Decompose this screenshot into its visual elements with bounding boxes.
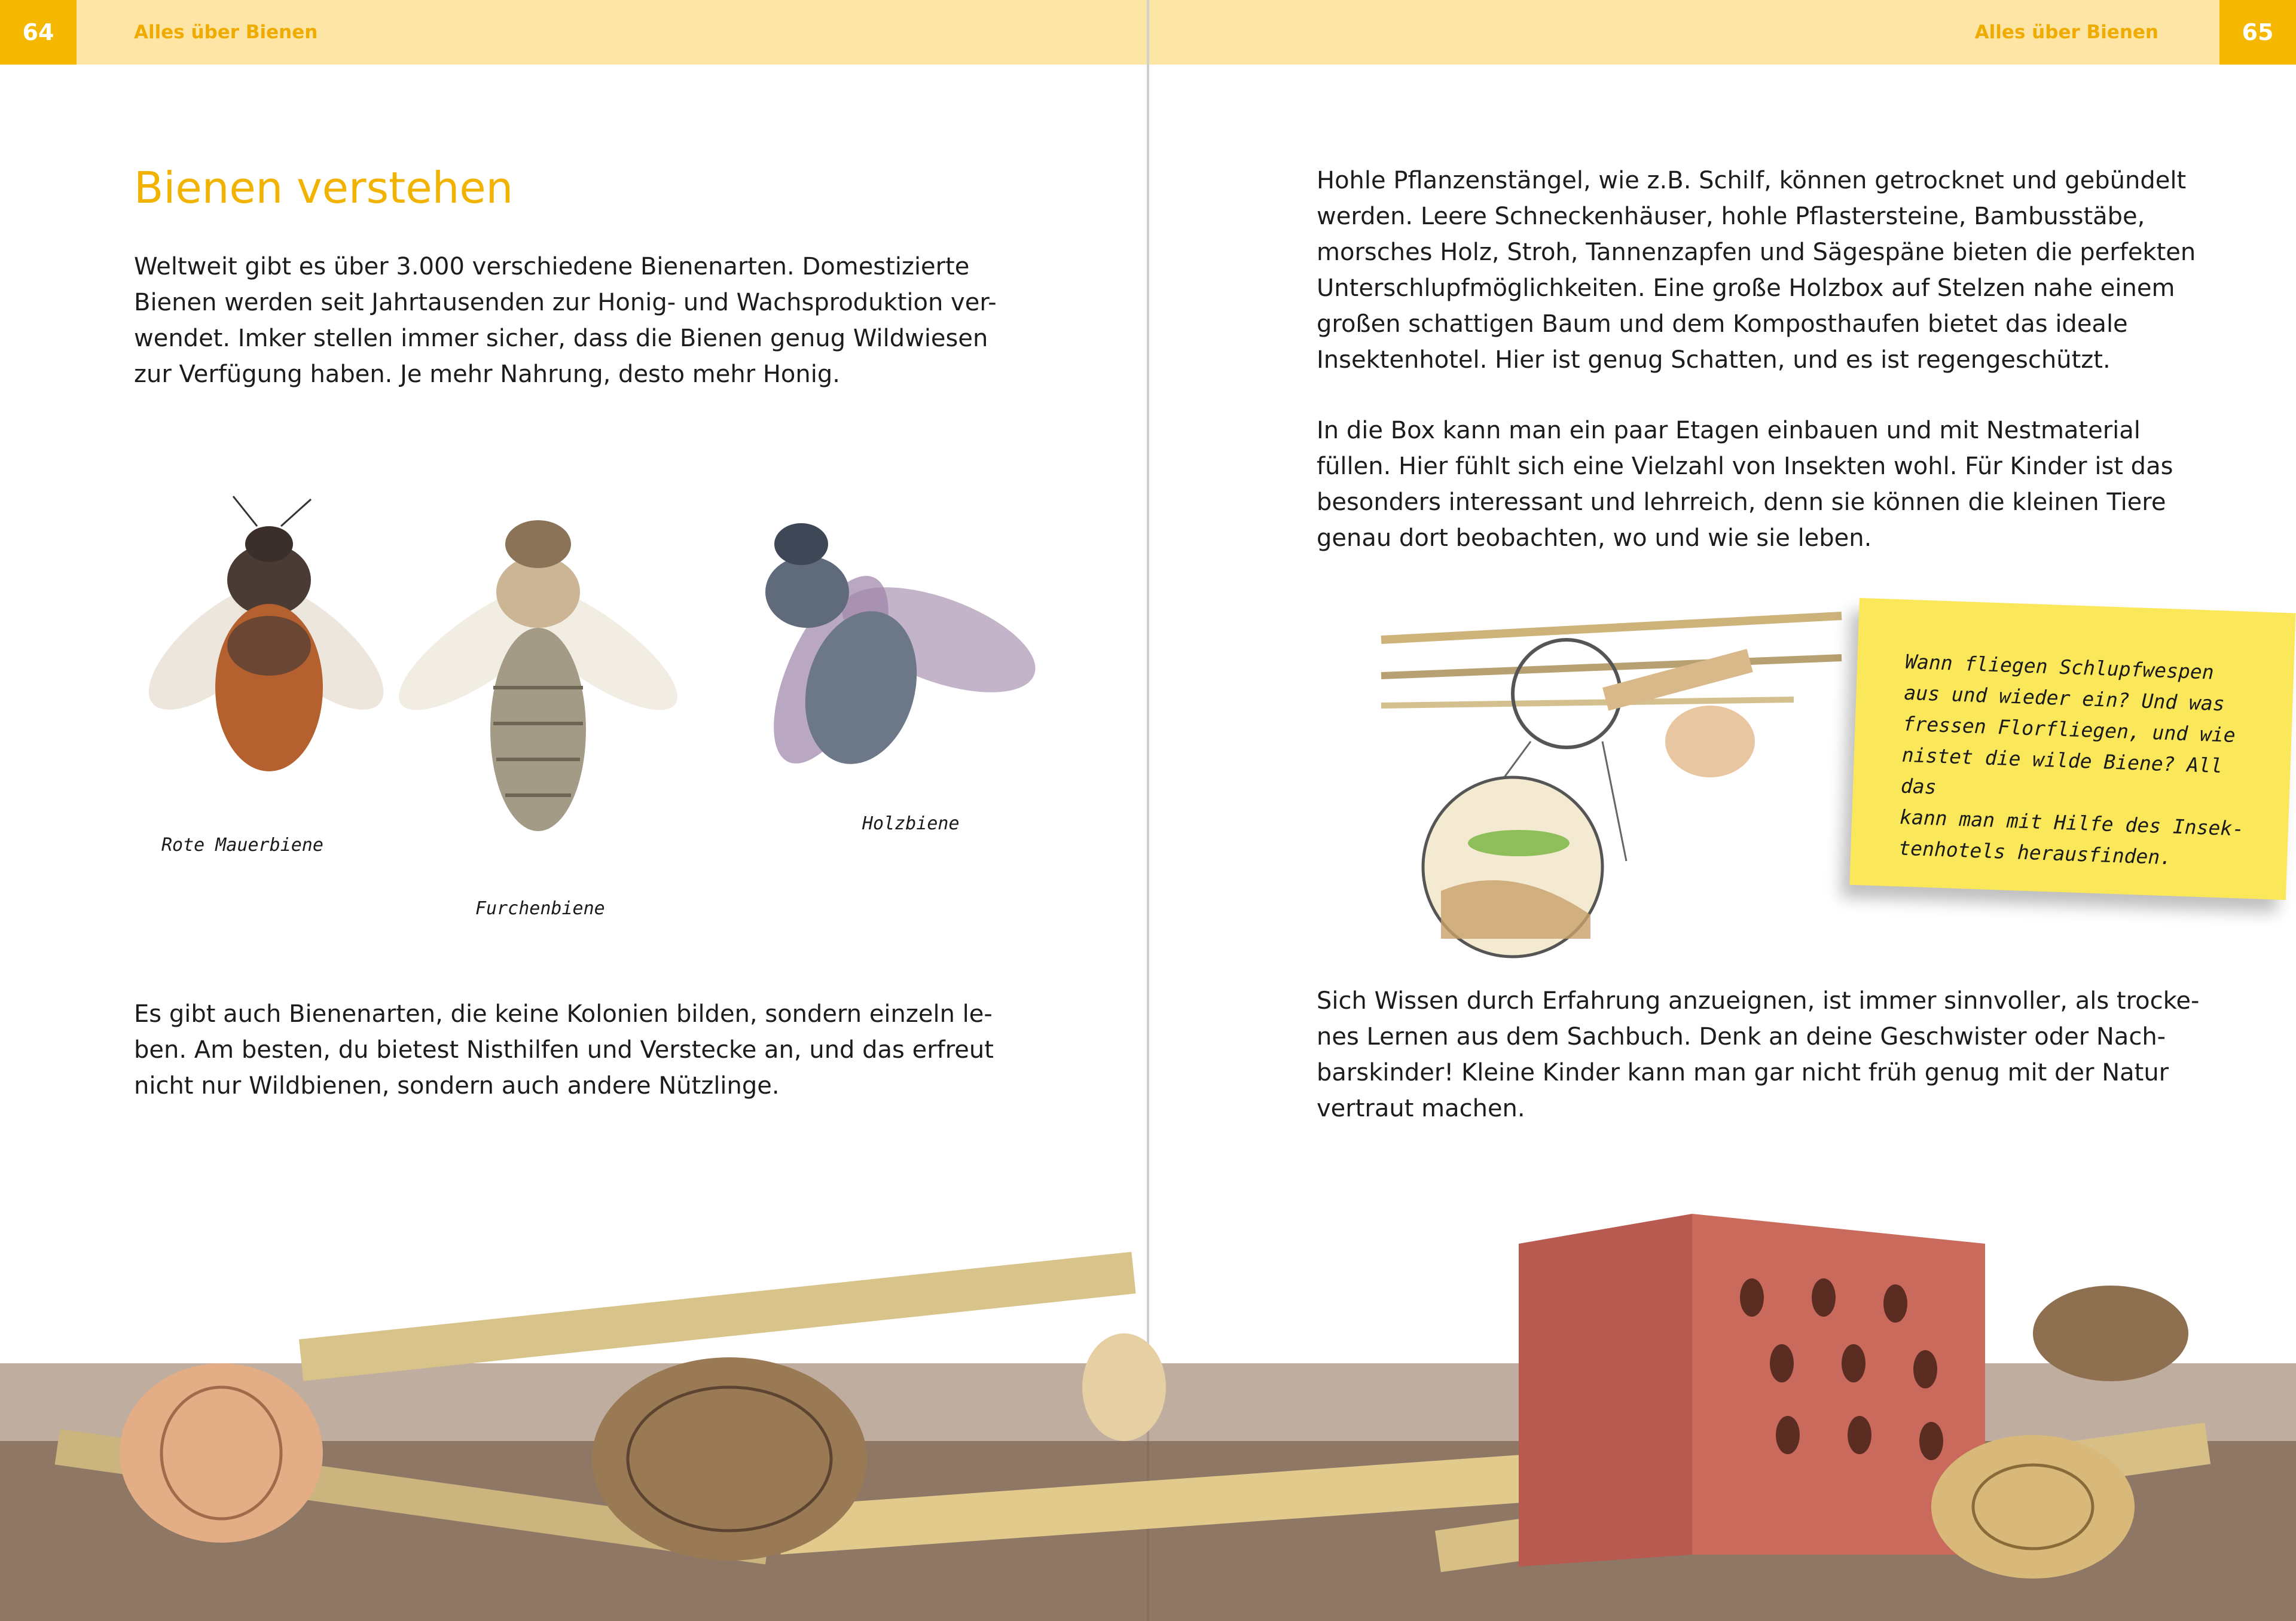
right-paragraph-3: Sich Wissen durch Erfahrung anzueignen, ist immer sinnvoller, als trocke- nes Lernen aus dem Sachbuch. Denk an deine Geschwister oder Nach- barskinder! Kleine Kinder kann man gar nicht früh genug mit der Natur vertraut machen. <box>1317 987 2200 1122</box>
red-mason-bee-drawing <box>130 496 403 771</box>
page-number-right: 65 <box>2219 0 2296 65</box>
page-title: Bienen verstehen <box>134 163 514 213</box>
second-paragraph: Es gibt auch Bienenarten, die keine Kolonien bilden, sondern einzeln le- ben. Am besten, du bietest Nisthilfen und Verstecke an, und das erfreut nicht nur Wildbienen, sondern auch andere Nützlinge. <box>134 1000 994 1100</box>
nesting-materials-illustration <box>0 1172 2296 1621</box>
intro-paragraph: Weltweit gibt es über 3.000 verschiedene Bienenarten. Domestizierte Bienen werden seit Jahrtausenden zur Honig- und Wachsproduktion ver- wendet. Imker stellen immer sicher, dass die Bienen genug Wildwiesen zur Verfügung haben. Je mehr Nahrung, desto mehr Honig. <box>134 253 997 388</box>
page-number-left: 64 <box>0 0 77 65</box>
magnifier-illustration <box>1375 604 1854 963</box>
sticky-note-text: Wann fliegen Schlupfwespen aus und wieder ein? Und was fressen Florfliegen, und wie nistet die wilde Biene? All das kann man mit Hilfe des Insek- tenhotels herausfinden. <box>1898 649 2245 869</box>
caption-furrow-bee: Furchenbiene <box>475 898 605 919</box>
running-title-left: Alles über Bienen <box>134 22 318 43</box>
right-paragraph-1: Hohle Pflanzenstängel, wie z.B. Schilf, können getrocknet und gebündelt werden. Leere Schneckenhäuser, hohle Pflastersteine, Bambusstäbe, morsches Holz, Stroh, Tannenzapfen und Sägespäne bieten die perfekten Unterschlupfmöglichkeiten. Eine große Holzbox auf Stelzen nahe einem großen schattigen Baum und dem Komposthaufen bietet das ideale Insektenhotel. Hier ist genug Schatten, und es ist regengeschützt. <box>1317 167 2196 374</box>
sticky-note <box>1849 598 2295 900</box>
carpenter-bee-drawing <box>750 523 1046 780</box>
caption-carpenter-bee: Holzbiene <box>862 813 960 834</box>
furrow-bee-drawing <box>382 520 694 831</box>
caption-red-mason-bee: Rote Mauerbiene <box>161 835 323 856</box>
right-paragraph-2: In die Box kann man ein paar Etagen einbauen und mit Nestmaterial füllen. Hier fühlt sich eine Vielzahl von Insekten wohl. Für Kinder ist das besonders interessant und lehrreich, denn sie können die kleinen Tiere genau dort beobachten, wo und wie sie leben. <box>1317 417 2173 552</box>
running-title-right: Alles über Bienen <box>1974 22 2158 43</box>
